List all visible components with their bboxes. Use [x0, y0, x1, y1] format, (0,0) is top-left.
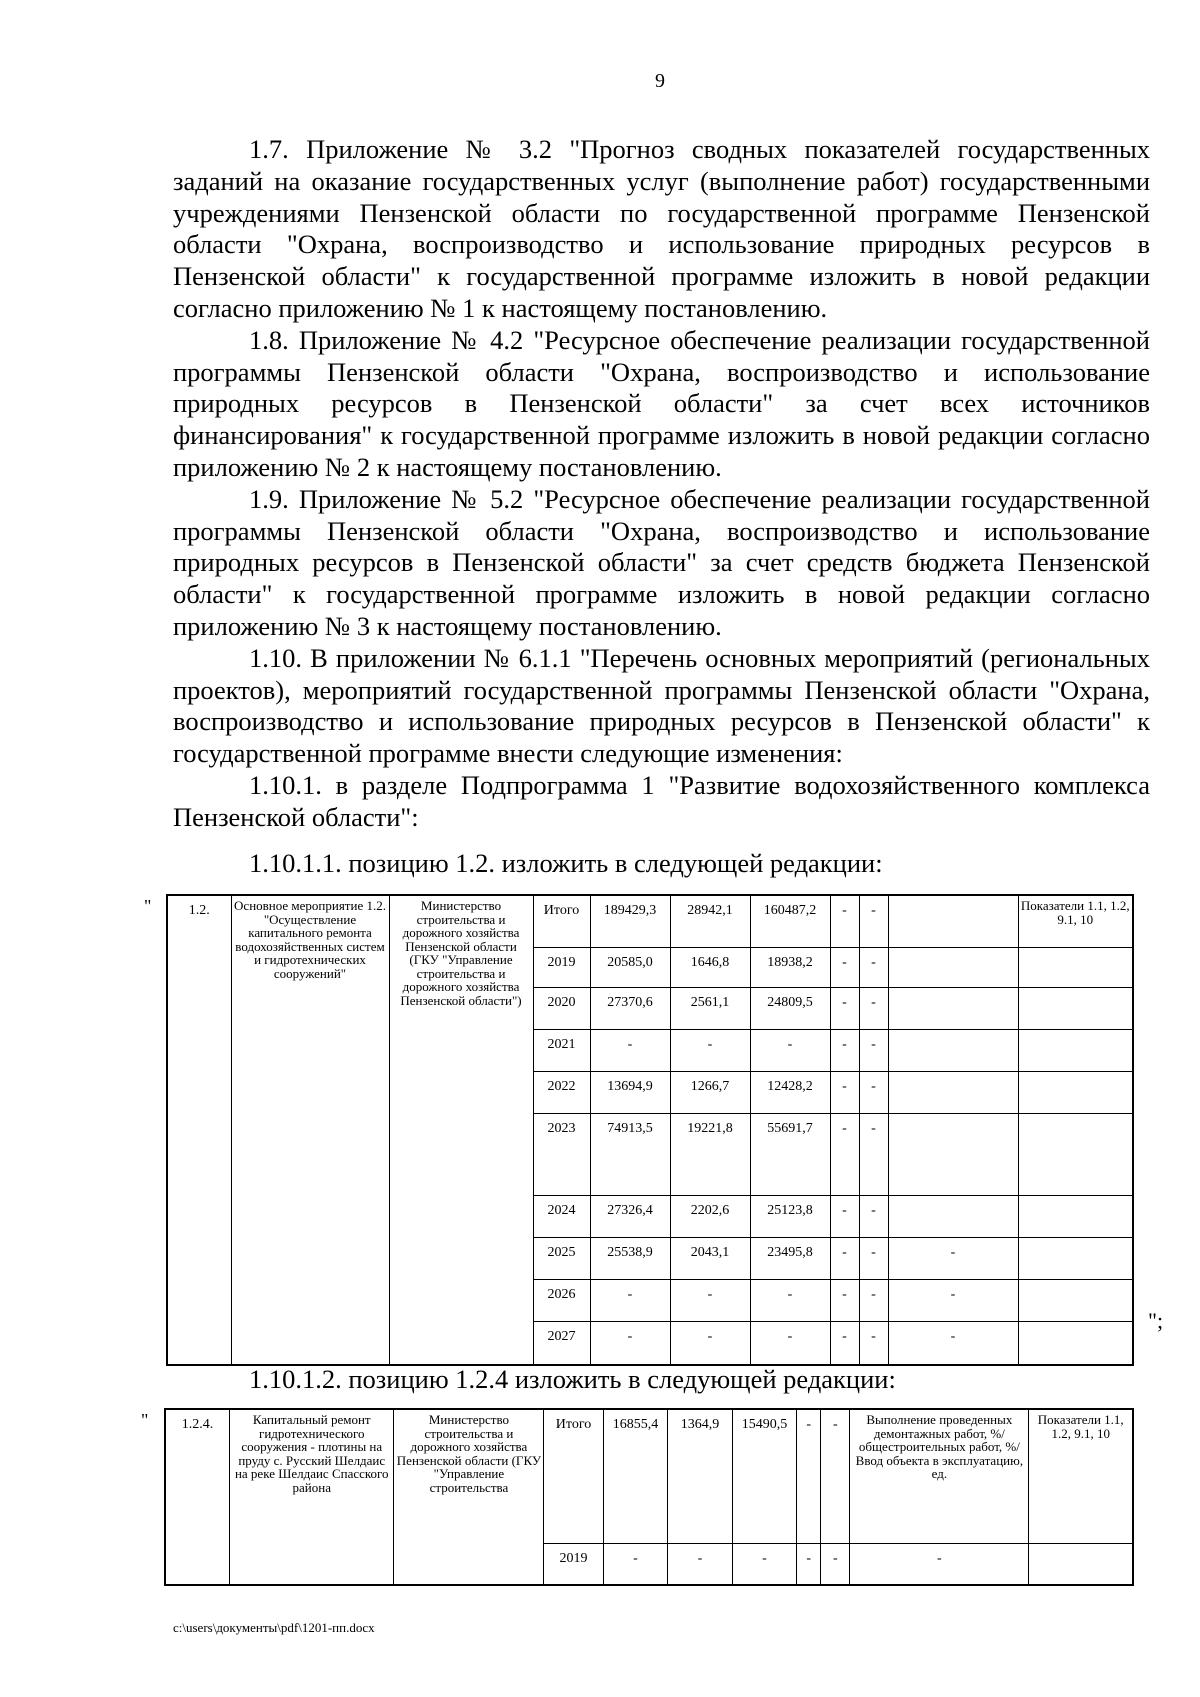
table-row: 2022 13694,9 1266,7 12428,2 - - [167, 1071, 1133, 1113]
page-number: 9 [655, 70, 665, 92]
table-row: 2021 - - - - - [167, 1029, 1133, 1071]
file-path-footer: c:\users\документы\pdf\1201-пп.docx [173, 1620, 375, 1635]
other-cell: - [821, 1409, 850, 1543]
result-cell: Выполнение проведенных демонтажных работ, %/общестроительных работ, %/Ввод объекта в эксплуатацию, ед. [850, 1409, 1029, 1543]
regional-cell: 15490,5 [732, 1409, 797, 1543]
table-row: 2026 - - - - - - [167, 1279, 1133, 1321]
table1-open-quote: " [144, 896, 152, 916]
table-row: 2019 20585,0 1646,8 18938,2 - - [167, 947, 1133, 987]
table-row: 2024 27326,4 2202,6 25123,8 - - [167, 1195, 1133, 1237]
paragraph-1-8: 1.8. Приложение № 4.2 "Ресурсное обеспечение реализации государственной программы Пензенской области "Охрана, воспроизводство и использование природных ресурсов в Пензенской области" за счет всех источников финансирования" к государственной программе изложить в новой редакции согласно приложению № 2 к настоящему постановлению. [173, 324, 1150, 482]
position-number: 1.2.4. [165, 1409, 230, 1585]
year-cell: Итого [544, 1409, 603, 1543]
paragraph-1-10-1: 1.10.1. в разделе Подпрограмма 1 "Развитие водохозяйственного комплекса Пензенской области": [173, 769, 1150, 832]
position-number: 1.2. [167, 895, 231, 1365]
table-row: 2025 25538,9 2043,1 23495,8 - - - [167, 1237, 1133, 1279]
table1-close-quote: "; [1148, 1308, 1164, 1333]
year-cell: Итого [533, 895, 590, 947]
position-1-2-4-table [164, 1408, 1134, 1586]
heading-1-10-1-2: 1.10.1.2. позицию 1.2.4 изложить в следующей редакции: [249, 1364, 896, 1394]
table-row: 2027 - - - - - - [167, 1321, 1133, 1365]
regional-cell: 160487,2 [750, 895, 830, 947]
heading-1-10-1-1: 1.10.1.1. позицию 1.2. изложить в следующей редакции: [249, 848, 883, 878]
table-row: 2020 27370,6 2561,1 24809,5 - - [167, 987, 1133, 1029]
federal-cell: 1364,9 [668, 1409, 733, 1543]
federal-cell: 28942,1 [670, 895, 750, 947]
other-cell: - [830, 895, 859, 947]
other-cell: - [797, 1409, 821, 1543]
paragraph-1-10: 1.10. В приложении № 6.1.1 "Перечень основных мероприятий (региональных проектов), мероприятий государственной программы Пензенской области "Охрана, воспроизводство и использование природных ресурсов в Пензенской области" к государственной программе внести следующие изменения: [173, 642, 1150, 769]
paragraph-1-7: 1.7. Приложение № 3.2 "Прогноз сводных показателей государственных заданий на оказание государственных услуг (выполнение работ) государственными учреждениями Пензенской области по государственной программе Пензенской области "Охрана, воспроизводство и использование природных ресурсов в Пензенской области" к государственной программе изложить в новой редакции согласно приложению № 1 к настоящему постановлению. [173, 134, 1150, 323]
activity-name: Капитальный ремонт гидротехнического сооружения - плотины на пруду с. Русский Шелдаис на реке Шелдаис Спасского района [230, 1409, 394, 1585]
table2-open-quote: " [141, 1410, 149, 1430]
activity-name: Основное мероприятие 1.2. "Осуществление капитального ремонта водохозяйственных систем и гидротехнических сооружений" [231, 895, 389, 1365]
body-text [173, 134, 1150, 834]
result-cell [888, 895, 1018, 947]
total-cell: 189429,3 [590, 895, 670, 947]
table-row: 2023 74913,5 19221,8 55691,7 - - [167, 1113, 1133, 1195]
other-cell: - [859, 895, 888, 947]
executor: Министерство строительства и дорожного хозяйства Пензенской области (ГКУ "Управление строительства [394, 1409, 544, 1585]
table-row: 2019 - - - - - - [165, 1543, 1133, 1585]
executor: Министерство строительства и дорожного хозяйства Пензенской области (ГКУ "Управление строительства и дорожного хозяйства Пензенской области") [389, 895, 533, 1365]
paragraph-1-9: 1.9. Приложение № 5.2 "Ресурсное обеспечение реализации государственной программы Пензенской области "Охрана, воспроизводство и использование природных ресурсов в Пензенской области" за счет средств бюджета Пензенской области" к государственной программе изложить в новой редакции согласно приложению № 3 к настоящему постановлению. [173, 483, 1150, 641]
total-cell: 16855,4 [603, 1409, 668, 1543]
position-1-2-table [166, 894, 1134, 1366]
indicators-cell: Показатели 1.1, 1.2, 9.1, 10 [1018, 895, 1133, 947]
indicators-cell: Показатели 1.1, 1.2, 9.1, 10 [1029, 1409, 1133, 1543]
